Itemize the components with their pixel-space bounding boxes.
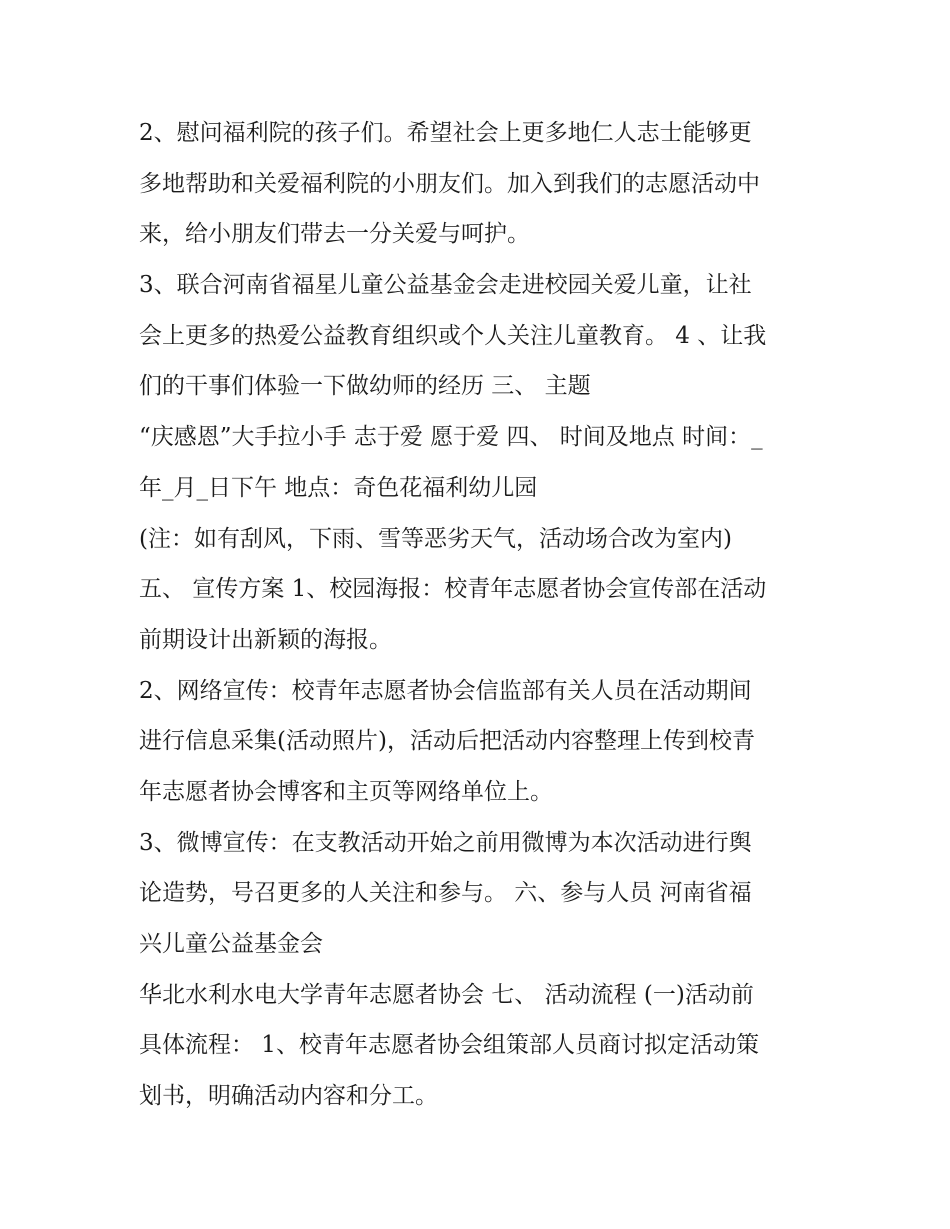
text-line: “庆感恩”大手拉小手 志于爱 愿于爱 四、 时间及地点 时间：_ — [139, 424, 763, 451]
text-line: (注：如有刮风，下雨、雪等恶劣天气，活动场合改为室内) — [139, 525, 732, 552]
text-line: 进行信息采集(活动照片)，活动后把活动内容整理上传到校青 — [139, 728, 755, 755]
text-line: 兴儿童公益基金会 — [139, 931, 323, 957]
text-line: 华北水利水电大学青年志愿者协会 七、 活动流程 (一)活动前 — [139, 981, 754, 1008]
text-line: 具体流程： 1、校青年志愿者协会组策部人员商讨拟定活动策 — [139, 1032, 759, 1059]
text-line: 年_月_日下午 地点：奇色花福利幼儿园 — [139, 474, 538, 501]
text-line: 3、微博宣传：在支教活动开始之前用微博为本次活动进行舆 — [139, 829, 752, 856]
text-line: 五、 宣传方案 1、校园海报：校青年志愿者协会宣传部在活动 — [139, 576, 767, 603]
text-line: 论造势，号召更多的人关注和参与。 六、参与人员 河南省福 — [139, 880, 752, 907]
text-line: 多地帮助和关爱福利院的小朋友们。加入到我们的志愿活动中 — [139, 170, 760, 197]
text-line: 年志愿者协会博客和主页等网络单位上。 — [139, 778, 553, 805]
text-line: 们的干事们体验一下做幼师的经历 三、 主题 — [139, 373, 591, 400]
text-line: 3、联合河南省福星儿童公益基金会走进校园关爱儿童，让社 — [139, 272, 752, 299]
text-line: 来，给小朋友们带去一分关爱与呵护。 — [139, 221, 530, 248]
text-line: 会上更多的热爱公益教育组织或个人关注儿童教育。 4 、让我 — [139, 322, 767, 349]
text-line: 前期设计出新颖的海报。 — [139, 626, 392, 653]
document-body — [139, 108, 819, 1122]
text-line: 2、慰问福利院的孩子们。希望社会上更多地仁人志士能够更 — [139, 120, 752, 146]
text-line: 2、网络宣传：校青年志愿者协会信监部有关人员在活动期间 — [139, 677, 752, 704]
text-line: 划书，明确活动内容和分工。 — [139, 1083, 438, 1110]
